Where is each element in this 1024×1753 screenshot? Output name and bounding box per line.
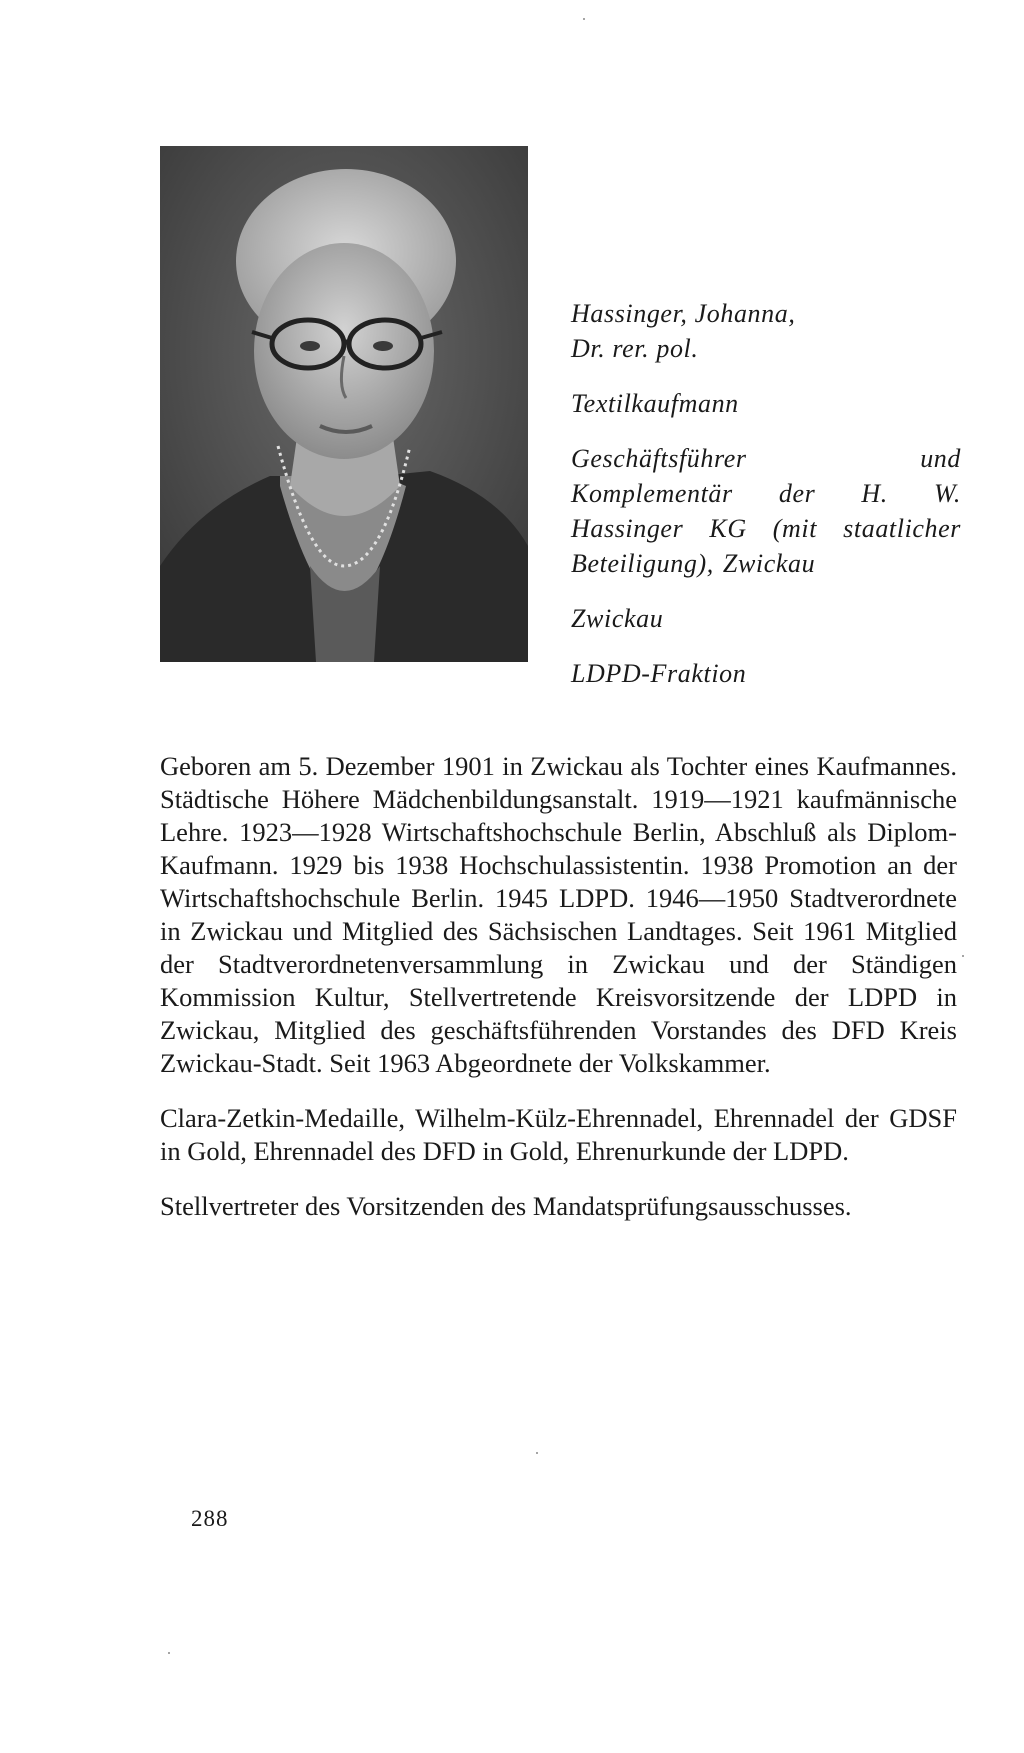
awards-paragraph: Clara-Zetkin-Medaille, Wilhelm-Külz-Ehrennadel, Ehrennadel der GDSF in Gold, Ehrennadel des DFD in Gold, Ehrenurkunde der LDPD.: [160, 1103, 957, 1166]
function-paragraph: Stellvertreter des Vorsitzenden des Mandatsprüfungsausschusses.: [160, 1191, 852, 1221]
print-speck: [168, 1652, 170, 1654]
constituency: Zwickau: [571, 604, 664, 633]
position: Geschäftsführer und Komplementär der H. W. Hassinger KG (mit staatlicher Beteiligung), Zwickau: [571, 444, 961, 578]
profession: Textilkaufmann: [571, 389, 739, 418]
entry-header: [571, 296, 961, 711]
academic-title: Dr. rer. pol.: [571, 334, 699, 363]
portrait-photo: [160, 146, 528, 662]
print-speck: [962, 955, 964, 957]
print-speck: [583, 18, 585, 20]
biography-paragraph: Geboren am 5. Dezember 1901 in Zwickau als Tochter eines Kaufmannes. Städtische Höhere Mädchenbildungsanstalt. 1919—1921 kaufmännische Lehre. 1923—1928 Wirtschaftshochschule Berlin, Abschluß als Diplom-Kaufmann. 1929 bis 1938 Hochschulassistentin. 1938 Promotion an der Wirtschaftshochschule Berlin. 1945 LDPD. 1946—1950 Stadtverordnete in Zwickau und Mitglied des Sächsischen Landtages. Seit 1961 Mitglied der Stadtverordnetenversammlung in Zwickau und der Ständigen Kommission Kultur, Stellvertretende Kreisvorsitzende der LDPD in Zwickau, Mitglied des geschäftsführenden Vorstandes des DFD Kreis Zwickau-Stadt. Seit 1963 Abgeordnete der Volkskammer.: [160, 751, 957, 1078]
faction: LDPD-Fraktion: [571, 659, 747, 688]
page-number: 288: [191, 1506, 229, 1531]
portrait-image: [160, 146, 528, 662]
biography: [160, 750, 957, 1245]
person-name: Hassinger, Johanna,: [571, 299, 796, 328]
print-speck: [536, 1452, 538, 1454]
